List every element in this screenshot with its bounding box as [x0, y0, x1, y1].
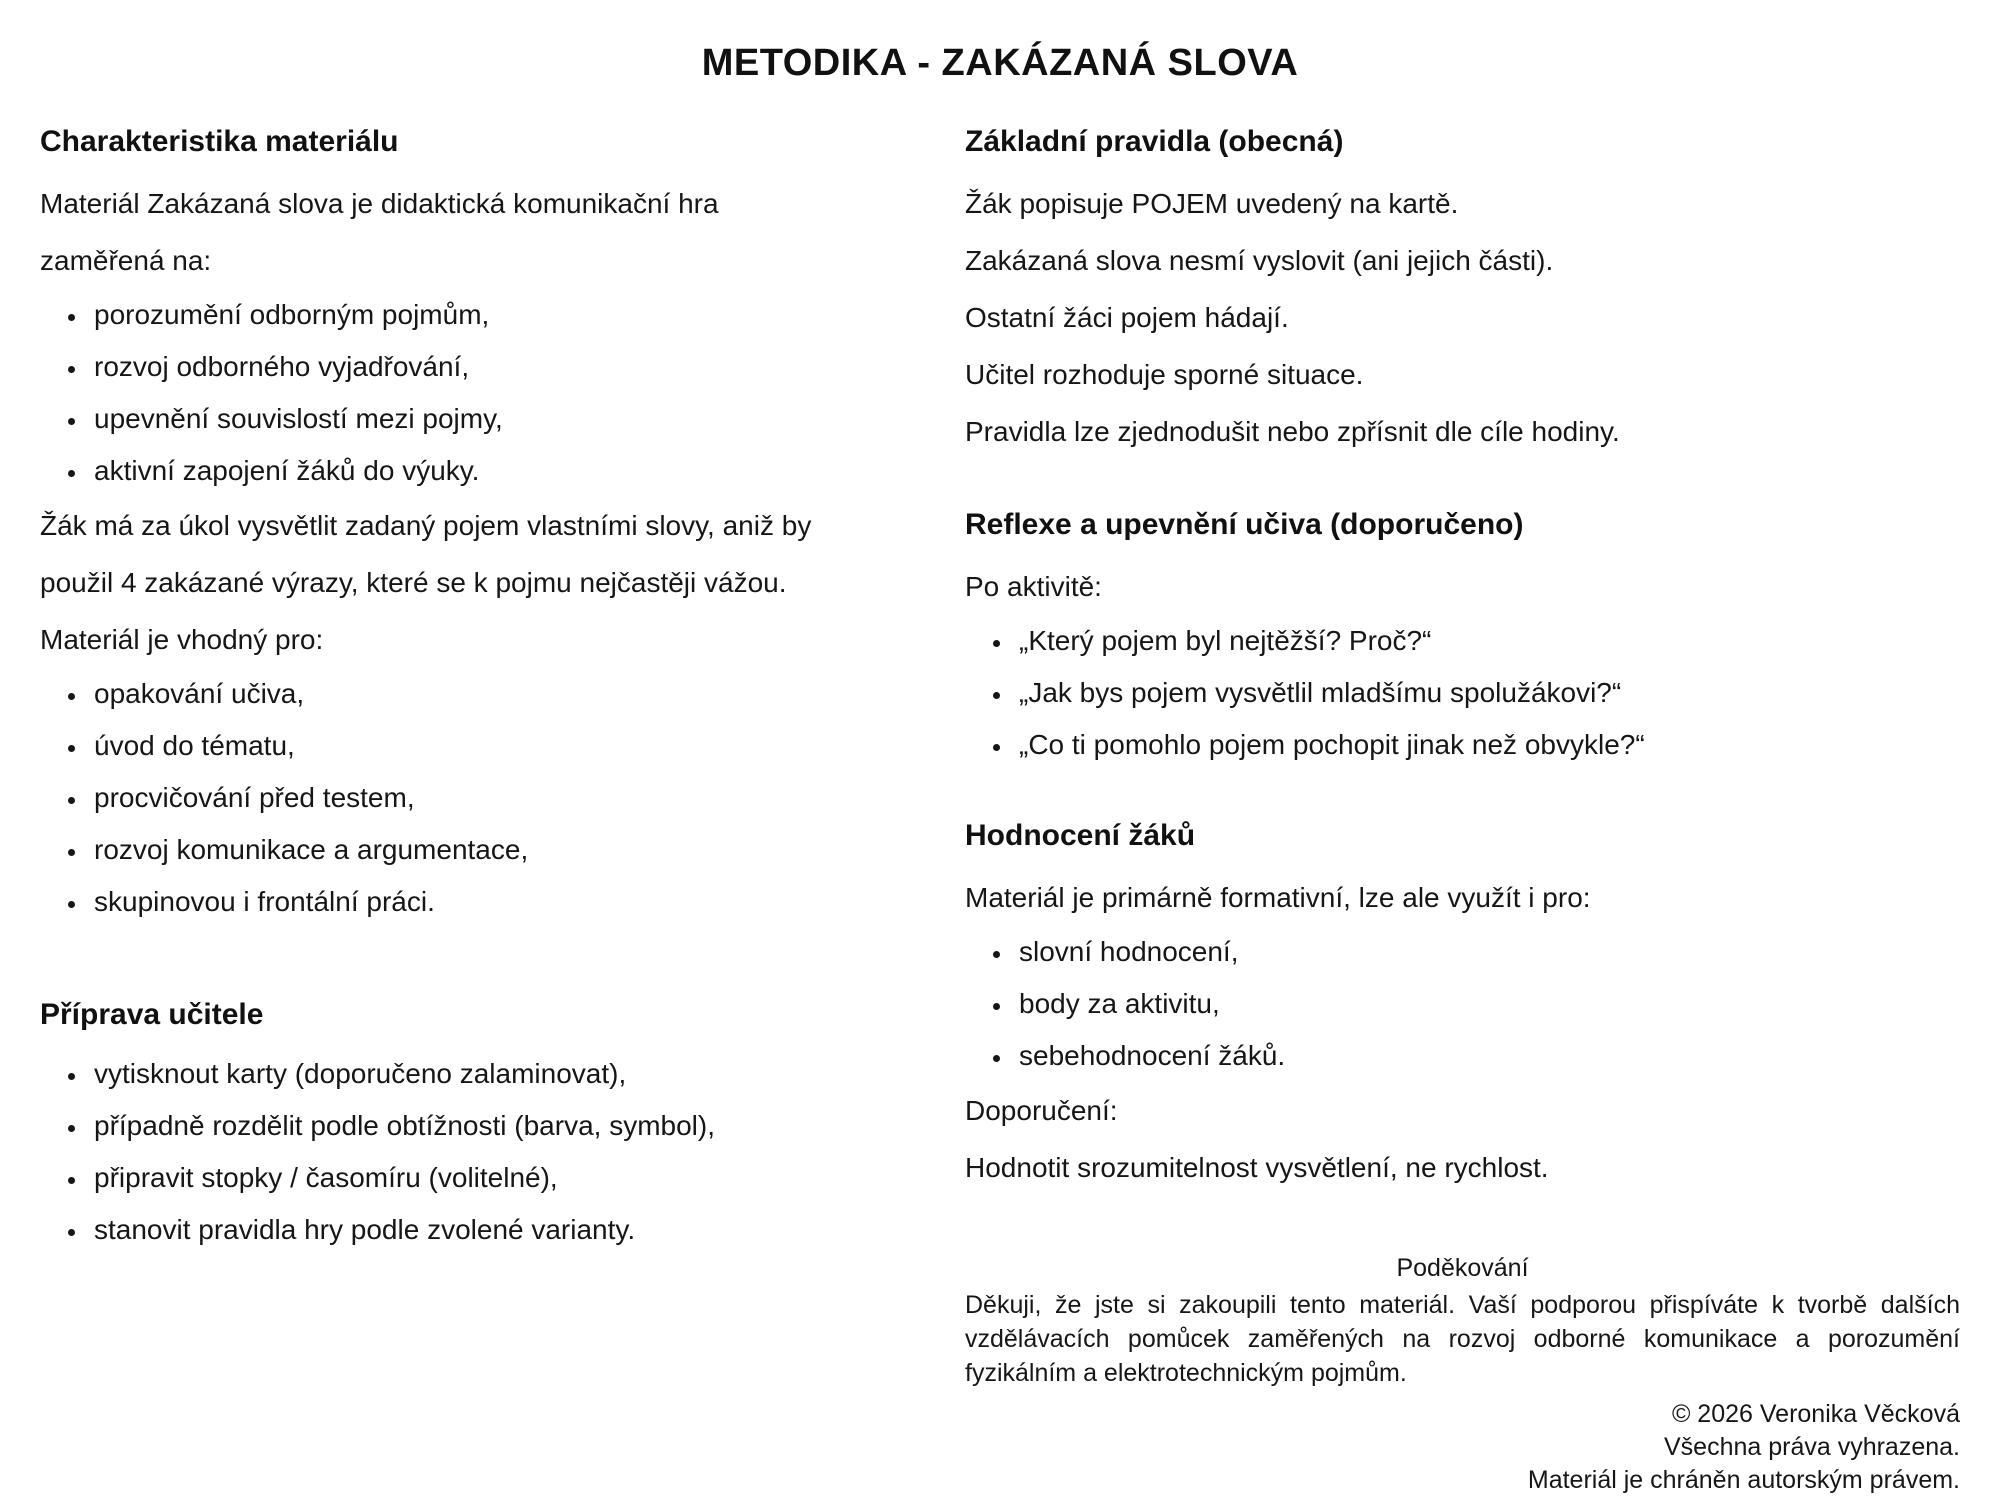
rule-line: Žák popisuje POJEM uvedený na kartě. — [965, 188, 1459, 219]
charakteristika-heading: Charakteristika materiálu — [40, 125, 399, 158]
list-item: • rozvoj komunikace a argumentace, — [88, 824, 965, 876]
list-item: • sebehodnocení žáků. — [1013, 1030, 1960, 1082]
page-title: METODIKA - ZAKÁZANÁ SLOVA — [701, 42, 1299, 84]
hodnoceni-intro: Materiál je primárně formativní, lze ale využít i pro: — [965, 882, 1591, 913]
list-item: • rozvoj odborného vyjadřování, — [88, 341, 965, 393]
hodnoceni-heading: Hodnocení žáků — [965, 819, 1196, 852]
priprava-list — [40, 1048, 965, 1256]
list-item: • vytisknout karty (doporučeno zalaminovat), — [88, 1048, 965, 1100]
acknowledgement-block — [965, 1252, 1960, 1497]
copyright-line: © 2026 Veronika Věcková — [1671, 1400, 1960, 1428]
list-item: • slovní hodnocení, — [1013, 926, 1960, 978]
list-item: • připravit stopky / časomíru (volitelné), — [88, 1152, 965, 1204]
acknowledgement-text: Děkuji, že jste si zakoupili tento materiál. Vaší podporou přispíváte k tvorbě dalších vzdělávacích pomůcek zaměřených na rozvoj odborné komunikace a porozumění fyzikálním a elektrotechnickým pojmům. — [965, 1291, 1960, 1387]
rule-line: Zakázaná slova nesmí vyslovit (ani jejich části). — [965, 245, 1554, 276]
hodnoceni-list — [965, 926, 1960, 1082]
priprava-heading: Příprava učitele — [40, 998, 264, 1031]
rule-line: Ostatní žáci pojem hádají. — [965, 302, 1289, 333]
list-item: • úvod do tématu, — [88, 720, 965, 772]
copyright-block — [965, 1398, 1960, 1497]
section-reflexe — [965, 504, 1960, 771]
list-item: • „Co ti pomohlo pojem pochopit jinak než obvykle?“ — [1013, 719, 1960, 771]
suitable-list — [40, 668, 965, 928]
reflexe-intro: Po aktivitě: — [965, 571, 1102, 602]
reflexe-list — [965, 615, 1960, 771]
list-item: • porozumění odborným pojmům, — [88, 289, 965, 341]
charakteristika-intro-line: zaměřená na: — [40, 245, 212, 276]
copyright-line: Všechna práva vyhrazena. — [1663, 1433, 1960, 1461]
task-line: Žák má za úkol vysvětlit zadaný pojem vlastními slovy, aniž by — [40, 510, 812, 541]
section-priprava — [40, 994, 965, 1256]
goals-list — [40, 289, 965, 497]
task-line: použil 4 zakázané výrazy, které se k pojmu nejčastěji vážou. — [40, 567, 787, 598]
list-item: • body za aktivitu, — [1013, 978, 1960, 1030]
list-item: • stanovit pravidla hry podle zvolené varianty. — [88, 1204, 965, 1256]
left-column — [40, 121, 965, 1256]
doporuceni-text: Hodnotit srozumitelnost vysvětlení, ne rychlost. — [965, 1152, 1549, 1183]
copyright-line: Materiál je chráněn autorským právem. — [1527, 1466, 1960, 1494]
rule-line: Učitel rozhoduje sporné situace. — [965, 359, 1364, 390]
list-item: • skupinovou i frontální práci. — [88, 876, 965, 928]
list-item: • opakování učiva, — [88, 668, 965, 720]
list-item: • případně rozdělit podle obtížnosti (barva, symbol), — [88, 1100, 965, 1152]
charakteristika-intro-line: Materiál Zakázaná slova je didaktická komunikační hra — [40, 188, 719, 219]
rule-line: Pravidla lze zjednodušit nebo zpřísnit dle cíle hodiny. — [965, 416, 1620, 447]
suitable-intro: Materiál je vhodný pro: — [40, 624, 324, 655]
list-item: • upevnění souvislostí mezi pojmy, — [88, 393, 965, 445]
list-item: • „Jak bys pojem vysvětlil mladšímu spolužákovi?“ — [1013, 667, 1960, 719]
right-column — [965, 121, 1960, 1497]
section-charakteristika — [40, 121, 965, 928]
doporuceni-label: Doporučení: — [965, 1095, 1118, 1126]
section-pravidla — [965, 121, 1960, 460]
list-item: • aktivní zapojení žáků do výuky. — [88, 445, 965, 497]
reflexe-heading: Reflexe a upevnění učiva (doporučeno) — [965, 508, 1524, 541]
list-item: • procvičování před testem, — [88, 772, 965, 824]
acknowledgement-title: Poděkování — [1396, 1254, 1529, 1282]
section-hodnoceni — [965, 815, 1960, 1196]
pravidla-heading: Základní pravidla (obecná) — [965, 125, 1344, 158]
two-column-layout — [40, 121, 1960, 1497]
list-item: • „Který pojem byl nejtěžší? Proč?“ — [1013, 615, 1960, 667]
